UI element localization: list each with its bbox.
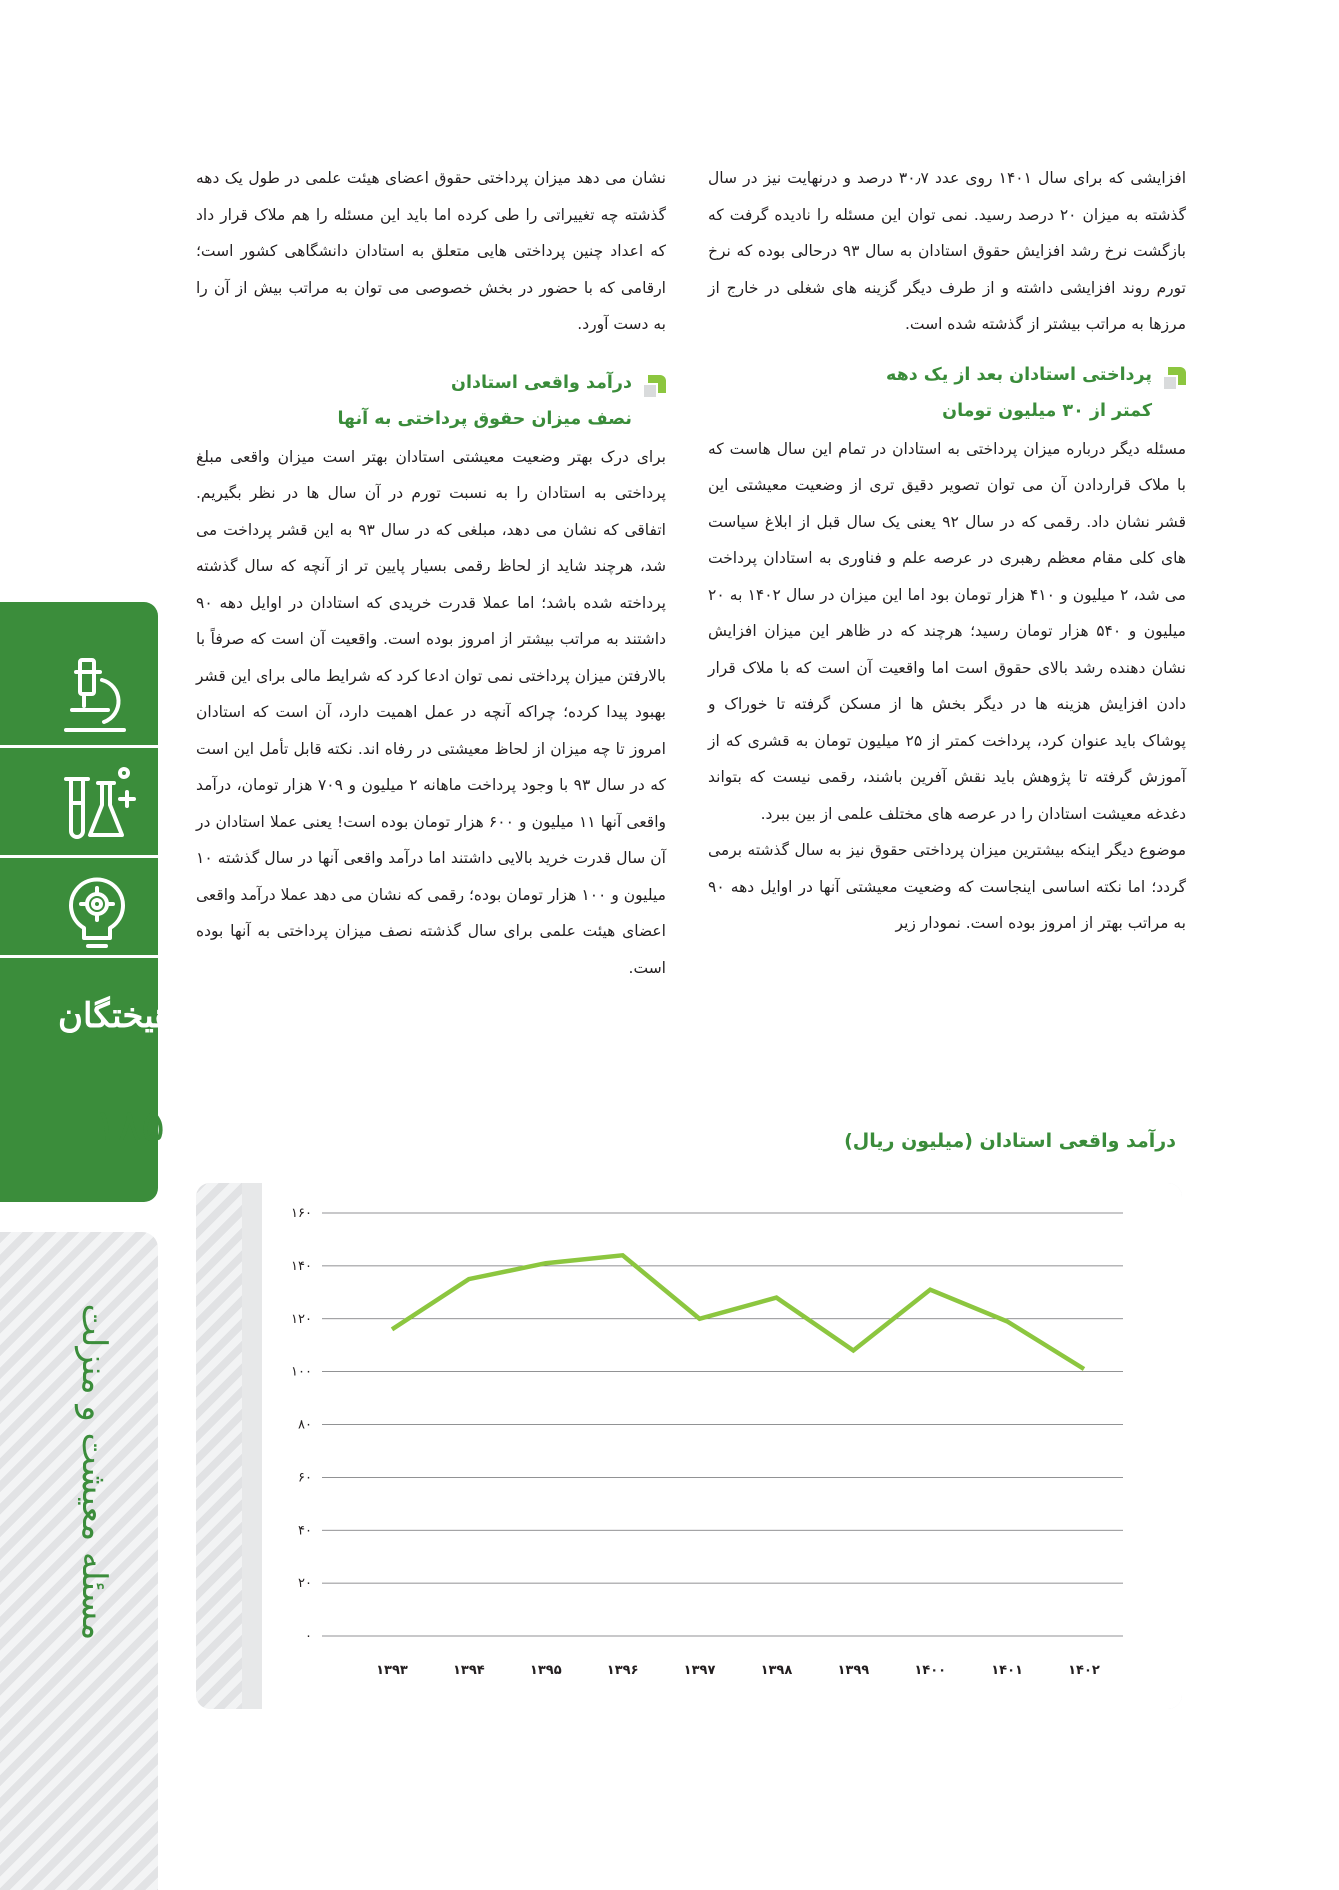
paragraph: نشان می دهد میزان پرداختی حقوق اعضای هیئت علمی در طول یک دهه گذشته چه تغییراتی را طی کرده اما باید این مسئله را هم ملاک قرار داد که اعداد چنین پرداختی هایی متعلق به استادان دانشگاهی کشور است؛ ارقامی که با حضور در بخش خصوصی می توان به مراتب بیش از آن را به دست آورد. <box>196 169 666 333</box>
paragraph: مسئله دیگر درباره میزان پرداختی به استادان در تمام این سال هاست که با ملاک قراردادن آن می توان تصویر دقیق تری از وضعیت معیشتی این قشر نشان داد. رقمی که در سال ۹۲ یعنی یک سال قبل از ابلاغ سیاست های کلی مقام معظم رهبری در عرصه علم و فناوری به استادان پرداخت می شد، ۲ میلیون و ۴۱۰ هزار تومان بود اما این میزان در سال ۱۴۰۲ به ۲۰ میلیون و ۵۴۰ هزار تومان رسید؛ هرچند که در ظاهر این میزان افزایش نشان دهنده رشد بالای حقوق است اما واقعیت آن است که با ملاک قرار دادن افزایش هزینه ها در دیگر بخش ها از مسکن گرفته تا خوراک و پوشاک باید عنوان کرد، پرداخت کمتر از ۲۵ میلیون تومان به قشری که از آموزش گرفته تا پژوهش باید نقش آفرین باشند، رقمی نیست که بتواند دغدغه معیشت استادان را در عرصه های مختلف علمی از بین ببرد. <box>708 439 1186 823</box>
x-tick-label: ۱۳۹۶ <box>606 1663 639 1678</box>
plot-area <box>262 1183 1182 1709</box>
x-tick-label: ۱۴۰۱ <box>991 1663 1023 1678</box>
x-tick-label: ۱۳۹۵ <box>529 1663 562 1678</box>
microscope-icon <box>62 650 142 738</box>
x-tick-label: ۱۴۰۲ <box>1068 1663 1100 1678</box>
divider <box>0 745 158 748</box>
text-column-left <box>196 160 666 986</box>
y-tick-label: ۱۲۰ <box>291 1311 312 1327</box>
paragraph: برای درک بهتر وضعیت معیشتی استادان بهتر است میزان واقعی مبلغ پرداختی به استادان را به نسبت تورم در آن سال ها در نظر بگیریم. اتفاقی که نشان می دهد، مبلغی که در سال ۹۳ به این قشر پرداخت می شد، هرچند شاید از لحاظ رقمی بسیار پایین تر از آنچه که سال گذشته پرداخته شده باشد؛ اما عملا قدرت خریدی که استادان در اوایل دهه ۹۰ داشتند به مراتب بیشتر از امروز بوده است. واقعیت آن است که صرفاً با بالارفتن میزان پرداختی نمی توان ادعا کرد که شرایط مالی برای این قشر بهبود پیدا کرده؛ چراکه آنچه در عمل اهمیت دارد، آن است که استادان امروز تا چه میزان از لحاظ معیشتی در رفاه اند. نکته قابل تأمل این است که در سال ۹۳ با وجود پرداخت ماهانه ۲ میلیون و ۷۰۹ هزار تومان، درآمد واقعی آنها ۱۱ میلیون و ۶۰۰ هزار تومان بوده است! یعنی عملا استادان در آن سال قدرت خرید بالایی داشتند اما درآمد واقعی آنها در سال گذشته ۱۰ میلیون و ۱۰۰ هزار تومان بوده؛ رقمی که نشان می دهد عملا درآمد واقعی اعضای هیئت علمی برای سال گذشته نصف میزان پرداختی به آنها بوده است. <box>196 447 666 977</box>
y-tick-label: ۸۰ <box>298 1417 312 1433</box>
x-tick-label: ۱۳۹۷ <box>683 1663 716 1678</box>
paragraph: موضوع دیگر اینکه بیشترین میزان پرداختی حقوق نیز به سال گذشته برمی گردد؛ اما نکته اساسی اینجاست که وضعیت معیشتی آنها در اوایل دهه ۹۰ به مراتب بهتر از امروز بوده است. نمودار زیر <box>708 841 1186 932</box>
lab-flasks-icon <box>62 763 142 851</box>
y-tick-label: ۰ <box>305 1629 312 1644</box>
heading-line-2: نصف میزان حقوق پرداختی به آنها <box>337 408 632 429</box>
chart-panel <box>196 1183 1182 1709</box>
section-title <box>64 1282 124 1662</box>
line-chart <box>196 1183 1182 1709</box>
y-tick-label: ۶۰ <box>298 1470 312 1486</box>
x-tick-label: ۱۳۹۴ <box>453 1663 485 1678</box>
section-heading <box>708 357 1186 429</box>
heading-bullet-icon <box>1164 367 1186 389</box>
heading-line-1: درآمد واقعی استادان <box>451 372 632 393</box>
x-tick-label: ۱۳۹۹ <box>837 1663 870 1678</box>
gear-lightbulb-icon <box>62 870 142 958</box>
y-tick-label: ۱۰۰ <box>291 1364 312 1380</box>
section-title-text: مسئله معیشت و منزلت <box>74 1303 114 1641</box>
y-tick-label: ۱۶۰ <box>291 1206 312 1221</box>
x-tick-label: ۱۳۹۳ <box>376 1663 408 1678</box>
x-tick-label: ۱۴۰۰ <box>914 1663 947 1678</box>
heading-line-2: کمتر از ۳۰ میلیون تومان <box>942 400 1152 421</box>
chart-title: درآمد واقعی استادان (میلیون ریال) <box>844 1130 1176 1152</box>
paragraph: افزایشی که برای سال ۱۴۰۱ روی عدد ۳۰٫۷ درصد و درنهایت نیز در سال گذشته به میزان ۲۰ درصد رسید. نمی توان این مسئله را نادیده گرفت که بازگشت نرخ رشد افزایش حقوق استادان به سال ۹۳ درحالی بوده که نرخ تورم روند افزایشی داشته و از طرف دیگر گزینه های شغلی در خارج از مرزها به مراتب بیشتر از گذشته شده است. <box>708 169 1186 333</box>
y-tick-label: ۴۰ <box>298 1523 312 1539</box>
heading-bullet-icon <box>644 375 666 397</box>
text-column-right <box>708 160 1186 942</box>
y-tick-label: ۲۰ <box>298 1576 312 1592</box>
heading-line-1: پرداختی استادان بعد از یک دهه <box>885 364 1152 385</box>
divider <box>0 855 158 858</box>
section-heading <box>196 365 666 437</box>
y-tick-label: ۱۴۰ <box>291 1258 312 1274</box>
page-number: ۱۸۵ <box>94 1100 165 1151</box>
x-tick-label: ۱۳۹۸ <box>760 1663 793 1678</box>
brand-logo: فرهیختگان <box>58 996 208 1036</box>
